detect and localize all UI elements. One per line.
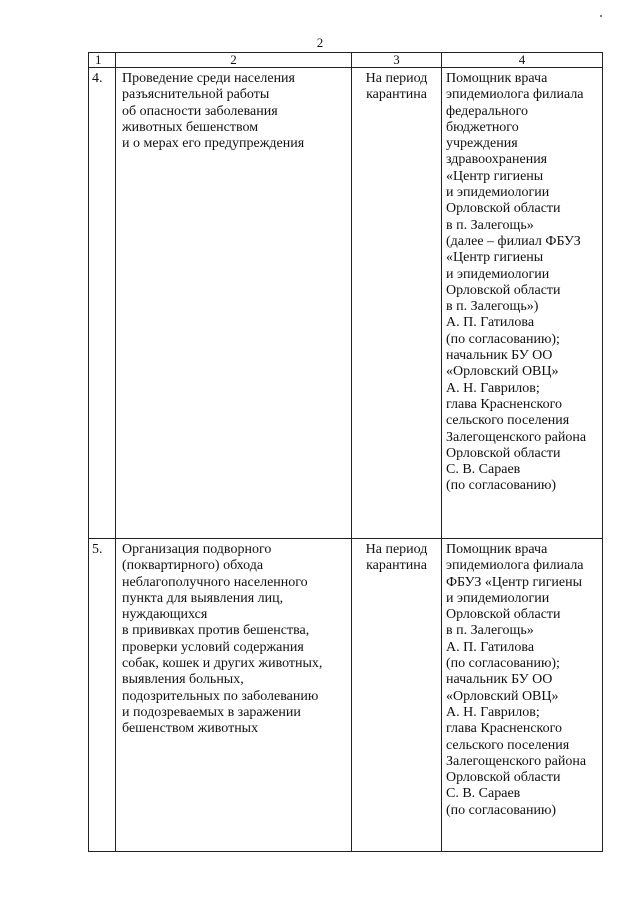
row-number: 4. (92, 71, 103, 86)
responsible-text: Помощник врача эпидемиолога филиала федерального бюджетного учреждения здравоохранения «Центр гигиены и эпидемиологии Орловской области в п. Залегощь» (далее – филиал ФБУЗ «Центр гигиены и эпидемиологии Орловской области в п. Залегощь») А. П. Гатилова (по согласованию); начальник БУ ОО «Орловский ОВЦ» А. Н. Гаврилов; глава Красненского сельского поселения Залегощенского района Орловской области С. В. Сараев (по согласованию) (446, 71, 587, 494)
responsible-text: Помощник врача эпидемиолога филиала ФБУЗ «Центр гигиены и эпидемиологии Орловской области в п. Залегощь» А. П. Гатилова (по согласованию); начальник БУ ОО «Орловский ОВЦ» А. Н. Гаврилов; глава Красненского сельского поселения Залегощенского района Орловской области С. В. Сараев (по согласованию) (446, 542, 587, 818)
period-cell (352, 68, 442, 539)
activity-cell (116, 68, 352, 539)
activity-text: Проведение среди населения разъяснительной работы об опасности заболевания животных бешенством и о мерах его предупреждения (122, 71, 305, 152)
measures-table (88, 52, 603, 852)
table-row (89, 68, 603, 539)
scan-speck (600, 15, 602, 17)
column-header-activity: 2 (116, 53, 352, 68)
activity-text: Организация подворного (поквартирного) обхода неблагополучного населенного пункта для выявления лиц, нуждающихся в прививках против бешенства, проверки условий содержания собак, кошек и других животных, выявления больных, подозрительных по заболеванию и подозреваемых в заражении бешенством животных (122, 542, 323, 737)
row-number-cell (89, 539, 116, 852)
column-header-number: 1 (89, 53, 116, 68)
responsible-cell (442, 68, 603, 539)
responsible-cell (442, 539, 603, 852)
page-number: 2 (316, 35, 324, 50)
row-number: 5. (92, 542, 103, 557)
activity-cell (116, 539, 352, 852)
table-header-row (89, 53, 603, 68)
column-header-responsible: 4 (442, 53, 603, 68)
period-text: На период карантина (365, 542, 428, 574)
table-row (89, 539, 603, 852)
period-cell (352, 539, 442, 852)
column-header-period: 3 (352, 53, 442, 68)
row-number-cell (89, 68, 116, 539)
period-text: На период карантина (365, 71, 428, 103)
